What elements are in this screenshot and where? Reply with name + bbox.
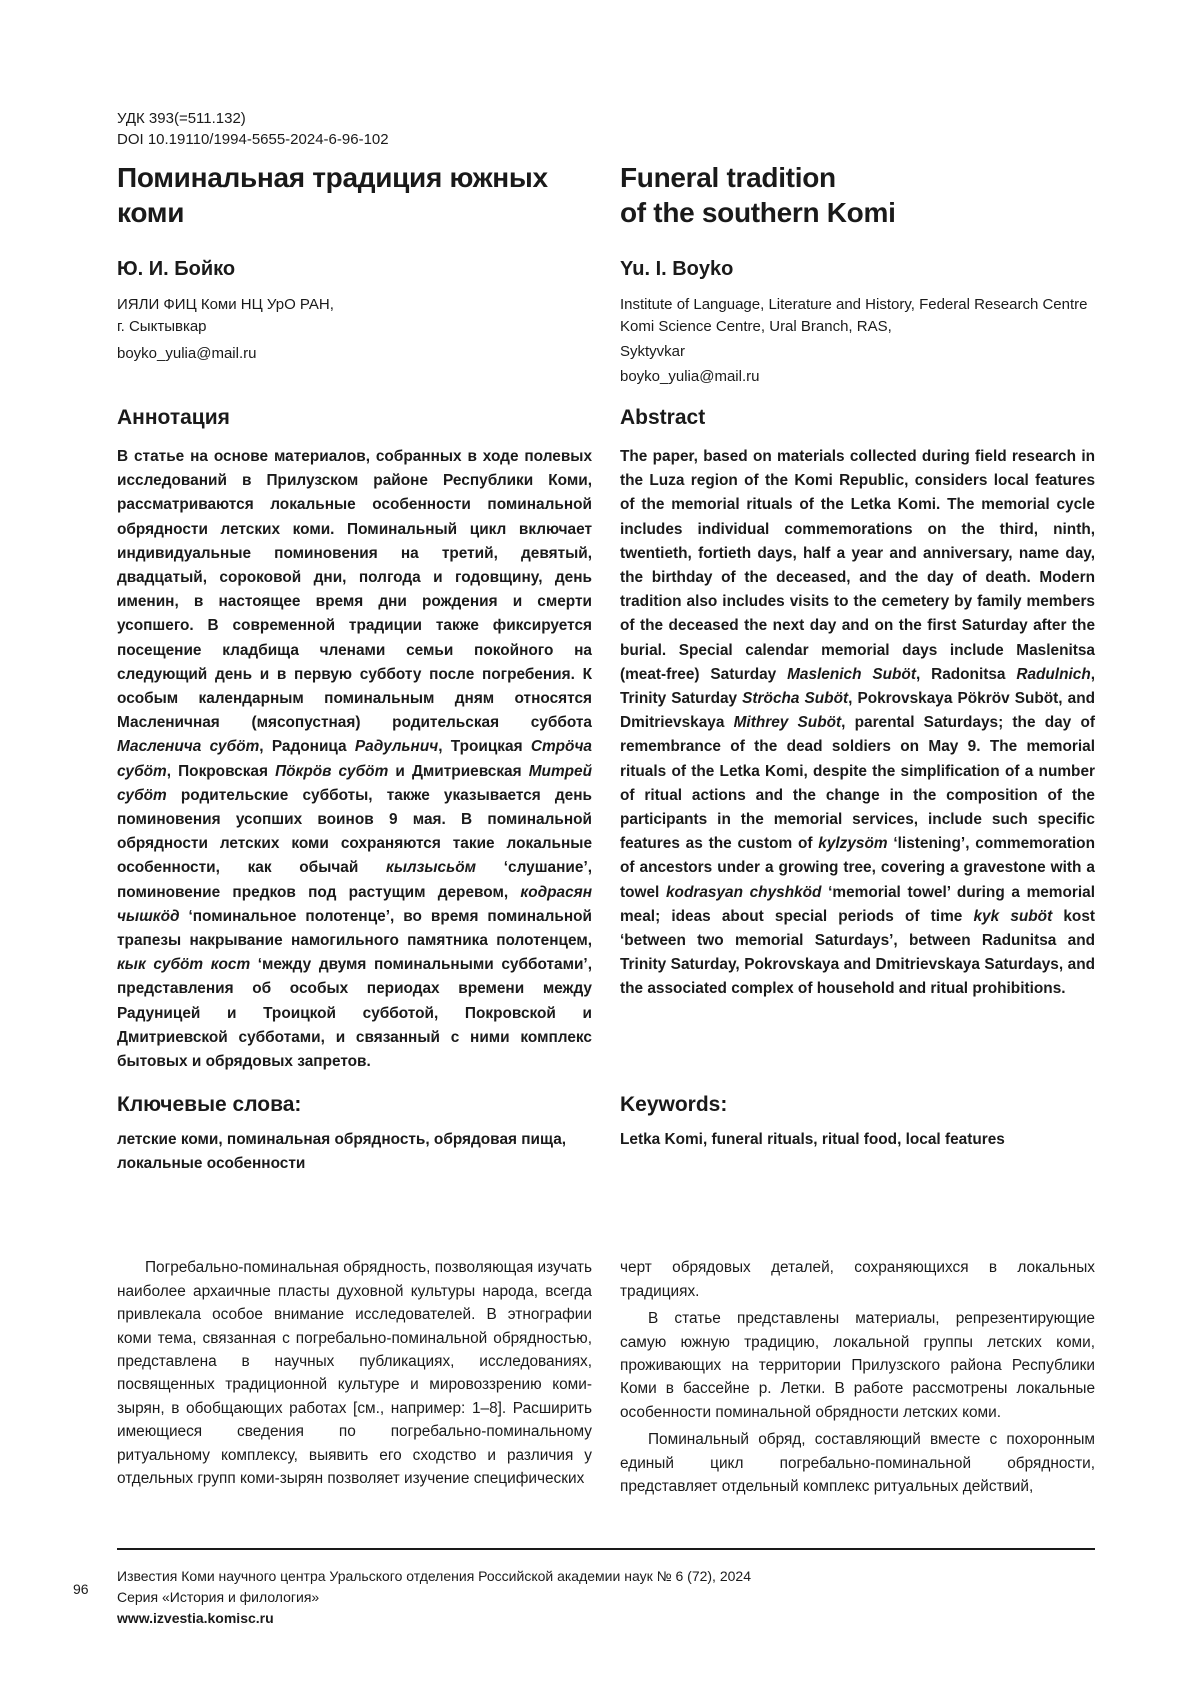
title-ru: Поминальная традиция южных коми (117, 162, 548, 228)
author-block-ru (117, 256, 592, 388)
title-en (620, 160, 1095, 230)
body-left-column (117, 1256, 592, 1498)
doi: DOI 10.19110/1994-5655-2024-6-96-102 (117, 131, 389, 148)
keywords-heading-en: Keywords: (620, 1093, 728, 1117)
body-paragraph: В статье представлены материалы, репрезентирующие самую южную традицию, локальной группы летских коми, проживающих на территории Прилузского района Республики Коми в бассейне р. Летки. В работе рассмотрены локальные особенности поминальной обрядности летских коми. (620, 1310, 1095, 1421)
affiliation-en-line1: Institute of Language, Literature and History, Federal Research Centre Komi Science Centre, Ural Branch, RAS, (620, 296, 1088, 335)
journal-name: Известия Коми научного центра Уральского отделения Российской академии наук № 6 (72), 2024 (117, 1568, 751, 1584)
keywords-heading-ru: Ключевые слова: (117, 1093, 302, 1117)
author-block-en (620, 256, 1095, 388)
affiliation-ru-line1: ИЯЛИ ФИЦ Коми НЦ УрО РАН, (117, 296, 334, 313)
author-ru: Ю. И. Бойко (117, 258, 236, 280)
email-en: boyko_yulia@mail.ru (620, 368, 760, 385)
abstract-heading-ru: Аннотация (117, 406, 230, 429)
journal-series: Серия «История и филология» (117, 1589, 320, 1605)
paper-page (117, 108, 1095, 1498)
body-paragraph: черт обрядовых деталей, сохраняющихся в локальных традициях. (620, 1259, 1095, 1300)
body-right-column (620, 1256, 1095, 1498)
affiliation-ru-line2: г. Сыктывкар (117, 318, 207, 335)
body-paragraph: Погребально-поминальная обрядность, позволяющая изучать наиболее архаичные пласты духовной культуры народа, всегда привлекала особое внимание исследователей. В этнографии коми тема, связанная с погребально-поминальной обрядностью, представлена в научных публикациях, исследованиях, посвященных традиционной культуре и мировоззрению коми-зырян, в обобщающих работах [см., например: 1–8]. Расширить имеющиеся сведения по погребально-поминальному ритуальному комплексу, выявить его сходство и различия у отдельных групп коми-зырян позволяет изучение специфических (117, 1259, 592, 1487)
abstract-ru: В статье на основе материалов, собранных в ходе полевых исследований в Прилузском районе Республики Коми, рассматриваются локальные особенности поминальной обрядности летских коми. Поминальный цикл включает индивидуальные поминовения на третий, девятый, двадцатый, сороковой дни, полгода и годовщину, день именин, в настоящее время дни рождения и смерти усопшего. В современной традиции также фиксируется посещение кладбища членами семьи покойного на следующий день и в первую субботу после погребения. К особым календарным поминальным дням относятся Масленичная (мясопустная) родительская суббота Масленича субӧт, Радоница Радульнич, Троицкая Стрӧча субӧт, Покровская Пӧкрӧв субӧт и Дмитриевская Митрей субӧт родительские субботы, также указывается день поминовения усопших воинов 9 мая. В поминальной обрядности летских коми сохраняются такие локальные особенности, как обычай кылзысьӧм ‘слушание’, поминовение предков под растущим деревом, кодрасян чышкӧд ‘поминальное полотенце’, во время поминальной трапезы накрывание намогильного памятника полотенцем, кык субӧт кост ‘между двумя поминальными субботами’, представления об особых периодах времени между Радуницей и Троицкой субботой, Покровской и Дмитриевской субботами, и связанный с ними комплекс бытовых и обрядовых запретов. (117, 448, 592, 1071)
keywords-en: Letka Komi, funeral rituals, ritual food, local features (620, 1131, 1005, 1149)
email-ru: boyko_yulia@mail.ru (117, 345, 257, 362)
footer-divider (117, 1548, 1095, 1550)
journal-website: www.izvestia.komisc.ru (117, 1610, 274, 1626)
article-meta (117, 108, 1095, 150)
title-en-line2: of the southern Komi (620, 197, 896, 228)
title-en-line1: Funeral tradition (620, 162, 836, 193)
page-number: 96 (73, 1581, 89, 1597)
journal-footer (117, 1566, 751, 1629)
affiliation-en-line2: Syktyvkar (620, 343, 686, 360)
abstract-heading-en: Abstract (620, 406, 706, 429)
abstract-en: The paper, based on materials collected during field research in the Luza region of the Komi Republic, considers local features of the memorial rituals of the Letka Komi. The memorial cycle includes individual commemorations on the third, ninth, twentieth, fortieth days, half a year and anniversary, name day, the birthday of the deceased, and the day of death. Modern tradition also includes visits to the cemetery by family members of the deceased the next day and on the first Saturday after the burial. Special calendar memorial days include Maslenitsa (meat-free) Saturday Maslenich Subӧt, Radonitsa Radulnich, Trinity Saturday Strӧcha Subӧt, Pokrovskaya Pӧkrӧv Subӧt, and Dmitrievskaya Mithrey Subӧt, parental Saturdays; the day of remembrance of the dead soldiers on May 9. The memorial rituals of the Letka Komi, despite the simplification of a number of ritual actions and the change in the composition of the participants in the memorial services, include such specific features as the custom of kylzysӧm ‘listening’, commemoration of ancestors under a growing tree, covering a gravestone with a towel kodrasyan chyshkӧd ‘memorial towel’ during a memorial meal; ideas about special periods of time kyk subӧt kost ‘between two memorial Saturdays’, between Radunitsa and Trinity Saturday, Pokrovskaya and Dmitrievskaya Saturdays, and the associated complex of household and ritual prohibitions. (620, 448, 1096, 998)
body-paragraph: Поминальный обряд, составляющий вместе с похоронным единый цикл погребально-поминальной обрядности, представляет отдельный комплекс ритуальных действий, (620, 1431, 1095, 1495)
udk-code: УДК 393(=511.132) (117, 110, 246, 127)
keywords-ru: летские коми, поминальная обрядность, обрядовая пища, локальные особенности (117, 1131, 567, 1173)
author-en: Yu. I. Boyko (620, 258, 734, 280)
